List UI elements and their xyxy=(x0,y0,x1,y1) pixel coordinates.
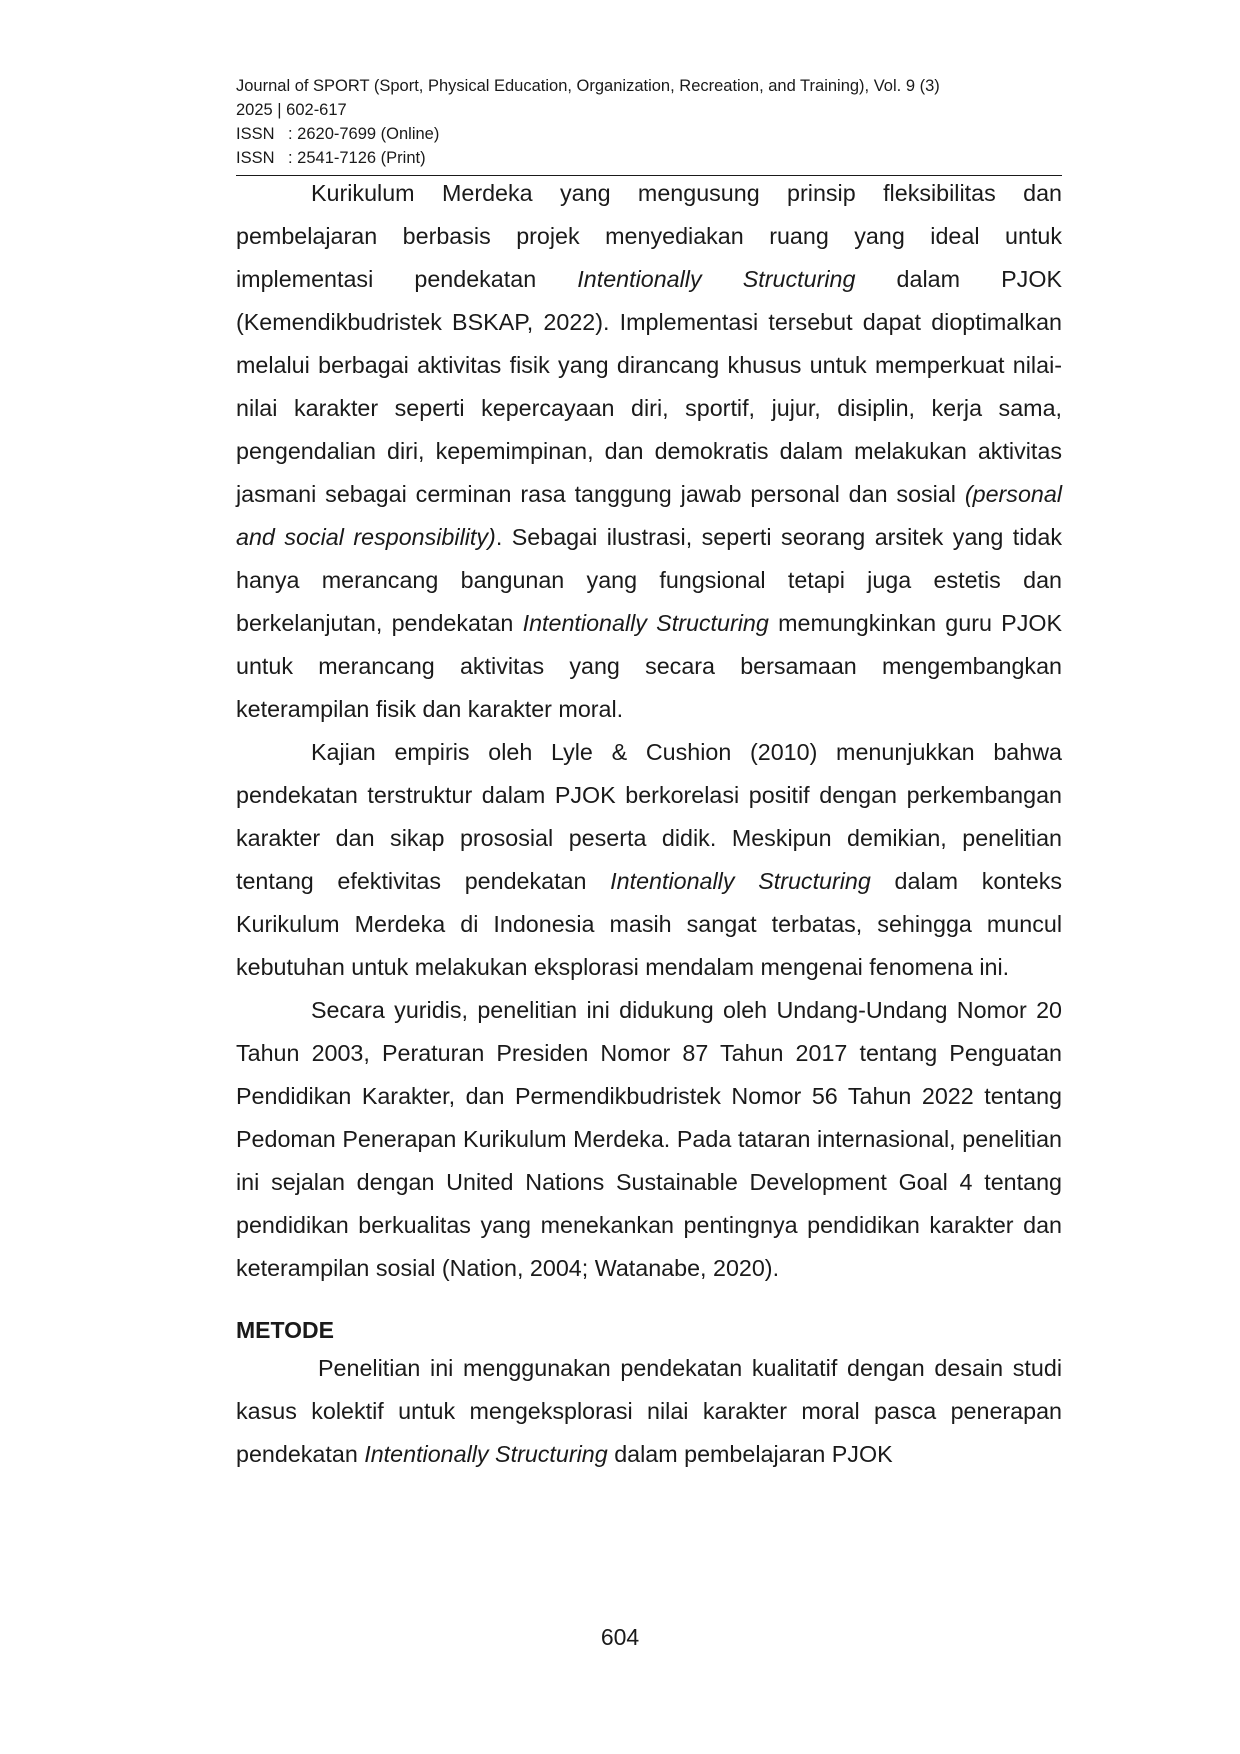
page-number: 604 xyxy=(600,1624,640,1650)
journal-year-pages: 2025 | 602-617 xyxy=(236,101,347,119)
method-text-c: dalam pembelajaran PJOK xyxy=(607,1441,893,1467)
issn-print-row xyxy=(236,146,1062,170)
p1-text-e: . Sebagai ilustrasi, seperti seorang arsitek yang tidak hanya merancang bangunan yang fungsional tetapi juga estetis dan berkelanjutan, pendekatan xyxy=(236,524,1062,636)
p1-italic-term: Intentionally Structuring xyxy=(577,266,856,292)
running-header xyxy=(236,74,1062,170)
p2-italic-term: Intentionally Structuring xyxy=(610,868,871,894)
paragraph-secara-yuridis xyxy=(236,989,1062,1290)
p3-text: Secara yuridis, penelitian ini didukung oleh Undang-Undang Nomor 20 Tahun 2003, Peraturan Presiden Nomor 87 Tahun 2017 tentang Penguatan Pendidikan Karakter, dan Permendikbudristek Nomor 56 Tahun 2022 tentang Pedoman Penerapan Kurikulum Merdeka. Pada tataran internasional, penelitian ini sejalan dengan United Nations Sustainable Development Goal 4 tentang pendidikan berkualitas yang menekankan pentingnya pendidikan karakter dan keterampilan sosial (Nation, 2004; Watanabe, 2020). xyxy=(236,997,1062,1281)
p2-text-c: dalam konteks Kurikulum Merdeka di Indonesia masih sangat terbatas, sehingga muncul kebutuhan untuk melakukan eksplorasi mendalam mengenai fenomena ini. xyxy=(236,868,1062,980)
issn-online-label: ISSN xyxy=(236,125,275,143)
issn-print-label: ISSN xyxy=(236,149,275,167)
p1-text-c: dalam PJOK (Kemendikbudristek BSKAP, 2022). Implementasi tersebut dapat dioptimalkan melalui berbagai aktivitas fisik yang dirancang khusus untuk memperkuat nilai-nilai karakter seperti kepercayaan diri, sportif, jujur, disiplin, kerja sama, pengendalian diri, kepemimpinan, dan demokratis dalam melakukan aktivitas jasmani sebagai cerminan rasa tanggung jawab personal dan sosial xyxy=(236,266,1062,507)
paragraph-kurikulum-merdeka xyxy=(236,172,1062,731)
journal-title-line: Journal of SPORT (Sport, Physical Education, Organization, Recreation, and Training), Vol. 9 (3) xyxy=(236,77,940,95)
issn-print-value: : 2541-7126 (Print) xyxy=(288,149,426,167)
p2-text-a: Kajian empiris oleh Lyle & Cushion (2010) menunjukkan bahwa pendekatan terstruktur dalam PJOK berkorelasi positif dengan perkembangan karakter dan sikap prososial peserta didik. Meskipun demikian, penelitian tentang efektivitas pendekatan xyxy=(236,739,1062,894)
issn-online-value: : 2620-7699 (Online) xyxy=(288,125,440,143)
paragraph-metode xyxy=(236,1347,1062,1476)
article-body xyxy=(236,172,1062,1476)
method-italic-term: Intentionally Structuring xyxy=(364,1441,608,1467)
paragraph-kajian-empiris xyxy=(236,731,1062,989)
p1-text-g: memungkinkan guru PJOK untuk merancang aktivitas yang secara bersamaan mengembangkan keterampilan fisik dan karakter moral. xyxy=(236,610,1063,722)
p1-italic-term-2: Intentionally Structuring xyxy=(522,610,769,636)
p1-italic-phrase: (personal and social responsibility) xyxy=(236,481,1062,550)
method-text-a: Penelitian ini menggunakan pendekatan kualitatif dengan desain studi kasus kolektif untuk mengeksplorasi nilai karakter moral pasca penerapan pendekatan xyxy=(236,1355,1062,1467)
issn-online-row xyxy=(236,122,1062,146)
section-heading-metode: METODE xyxy=(236,1317,334,1343)
p1-text-a: Kurikulum Merdeka yang mengusung prinsip fleksibilitas dan pembelajaran berbasis projek menyediakan ruang yang ideal untuk implementasi pendekatan xyxy=(236,180,1062,292)
